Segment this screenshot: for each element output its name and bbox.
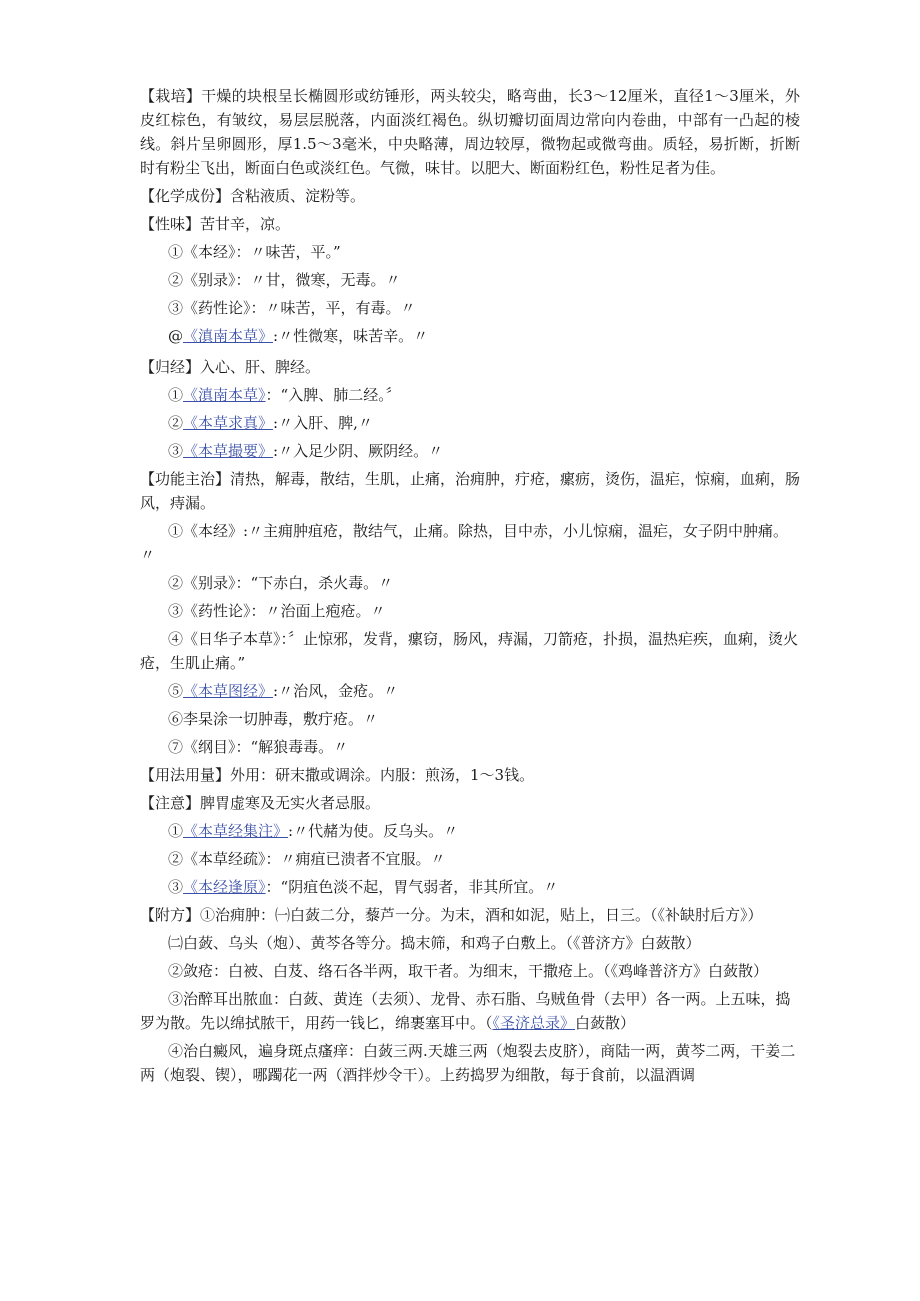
caution-item-1-link[interactable]: 《本草经集注》 bbox=[183, 822, 289, 840]
nature-item-4-prefix: @ bbox=[168, 327, 183, 345]
section-meridian: 【归经】入心、肝、脾经。 bbox=[140, 358, 321, 376]
nature-item-4 bbox=[140, 324, 800, 348]
caution-item-3 bbox=[140, 875, 800, 899]
function-item-7: ⑦《纲目》：“解狼毒毒。〃 bbox=[168, 738, 349, 756]
meridian-item-2-link[interactable]: 《本草求真》 bbox=[183, 414, 274, 432]
section-cultivation: 【栽培】干燥的块根呈长椭圆形或纺锤形，两头较尖，略弯曲，长3～12厘米，直径1～3厘米，外皮红棕色，有皱纹，易层层脱落，内面淡红褐色。纵切瓣切面周边常向内卷曲，中部有一凸起的棱线。斜片呈卵圆形，厚1.5～3毫米，中央略薄，周边较厚，微物起或微弯曲。质轻，易折断，折断时有粉尘飞出，断面白色或淡红色。气微，味甘。以肥大、断面粉红色，粉性足者为佳。 bbox=[140, 87, 800, 177]
caution-item-2: ②《本草经疏》：〃痈疽已溃者不宜服。〃 bbox=[168, 850, 446, 868]
section-formulas: 【附方】①治痈肿：㈠白蔹二分，藜芦一分。为末，酒和如泥，贴上，日三。（《补缺肘后方》） bbox=[140, 906, 763, 924]
function-item-3: ③《药性论》：〃治面上疱疮。〃 bbox=[168, 602, 386, 620]
formula-3-link[interactable]: 《圣济总录》 bbox=[492, 1014, 576, 1032]
caution-item-1-prefix: ① bbox=[168, 822, 184, 840]
caution-item-3-link[interactable]: 《本经逢原》 bbox=[183, 878, 266, 896]
function-item-6: ⑥李杲涂一切肿毒，敷疔疮。〃 bbox=[168, 710, 379, 728]
nature-item-1: ①《本经》：〃味苦，平。” bbox=[168, 243, 341, 261]
meridian-item-3-text: :〃入足少阴、厥阴经。〃 bbox=[273, 442, 444, 460]
nature-item-3: ③《药性论》：〃味苦，平，有毒。〃 bbox=[168, 299, 416, 317]
nature-item-2: ②《别录》：〃甘，微寒，无毒。〃 bbox=[168, 271, 401, 289]
meridian-item-2-text: :〃入肝、脾,〃 bbox=[273, 414, 373, 432]
nature-item-4-link[interactable]: 《滇南本草》 bbox=[183, 327, 274, 345]
function-item-5-link[interactable]: 《本草图经》 bbox=[183, 682, 274, 700]
function-item-5-prefix: ⑤ bbox=[168, 682, 184, 700]
meridian-item-2 bbox=[140, 411, 800, 435]
function-item-5-text: :〃治风，金疮。〃 bbox=[273, 682, 399, 700]
section-usage: 【用法用量】外用：研末撒或调涂。内服：煎汤，1～3钱。 bbox=[140, 766, 535, 784]
formula-4: ④治白癜风，遍身斑点瘙痒：白蔹三两.天雄三两（炮裂去皮脐），商陆一两，黄芩二两，干姜二两（炮裂、锲），哪躅花一两（酒拌炒令干）。上药捣罗为细散，每于食前，以温酒调 bbox=[140, 1042, 796, 1084]
caution-item-1 bbox=[140, 819, 800, 843]
section-function: 【功能主治】清热，解毒，散结，生肌，止痛，治痈肿，疔疮，瘰疬，烫伤，温疟，惊痫，血痢，肠风，痔漏。 bbox=[140, 470, 801, 512]
meridian-item-1 bbox=[140, 383, 800, 407]
meridian-item-3-link[interactable]: 《本草撮要》 bbox=[183, 442, 274, 460]
caution-item-3-prefix: ③ bbox=[168, 878, 184, 896]
nature-item-4-text: :〃性微寒，味苦辛。〃 bbox=[273, 327, 429, 345]
document-page bbox=[140, 84, 800, 1091]
formula-3 bbox=[140, 987, 800, 1035]
meridian-item-3 bbox=[140, 439, 800, 463]
caution-item-1-text: :〃代赭为使。反乌头。〃 bbox=[288, 822, 459, 840]
meridian-item-1-link[interactable]: 《滇南本草》 bbox=[183, 386, 266, 404]
function-item-4: ④《日华子本草》：〞止惊邪，发背，瘰窃，肠风，痔漏，刀箭疮，扑损，温热疟疾，血痢，烫火疮，生肌止痛。” bbox=[140, 630, 799, 672]
section-caution: 【注意】脾胃虚寒及无实火者忌服。 bbox=[140, 794, 381, 812]
function-item-5 bbox=[140, 679, 800, 703]
section-nature-taste: 【性味】苦甘辛，凉。 bbox=[140, 215, 291, 233]
function-item-2: ②《别录》：“下赤白，杀火毒。〃 bbox=[168, 574, 394, 592]
meridian-item-1-prefix: ① bbox=[168, 386, 184, 404]
function-item-1: ①《本经》:〃主痈肿疽疮，散结气，止痛。除热，目中赤，小儿惊痫，温疟，女子阴中肿痛。〃 bbox=[140, 522, 789, 564]
caution-item-3-text: ：“阴疽色淡不起，胃气弱者，非其所宜。〃 bbox=[265, 878, 559, 896]
formula-1b: ㈡白蔹、乌头（炮）、黄芩各等分。捣末筛，和鸡子白敷上。（《普济方》白蔹散） bbox=[168, 934, 701, 952]
meridian-item-3-prefix: ③ bbox=[168, 442, 184, 460]
formula-2: ②敛疮：白被、白芨、络石各半两，取干者。为细末，干撒疮上。（《鸡峰普济方》白蔹散） bbox=[168, 962, 769, 980]
meridian-item-1-text: ：“入脾、肺二经。〞 bbox=[265, 386, 401, 404]
meridian-item-2-prefix: ② bbox=[168, 414, 184, 432]
section-chemistry: 【化学成份】含粘液质、淀粉等。 bbox=[140, 187, 366, 205]
formula-3-suffix: 白蔹散） bbox=[575, 1014, 636, 1032]
formula-3-text: ③治醉耳出脓血：白蔹、黄连（去须）、龙骨、赤石脂、乌贼鱼骨（去甲）各一两。上五味，捣罗为散。先以绵拭脓干，用药一钱匕，绵裹塞耳中。（ bbox=[140, 990, 791, 1032]
